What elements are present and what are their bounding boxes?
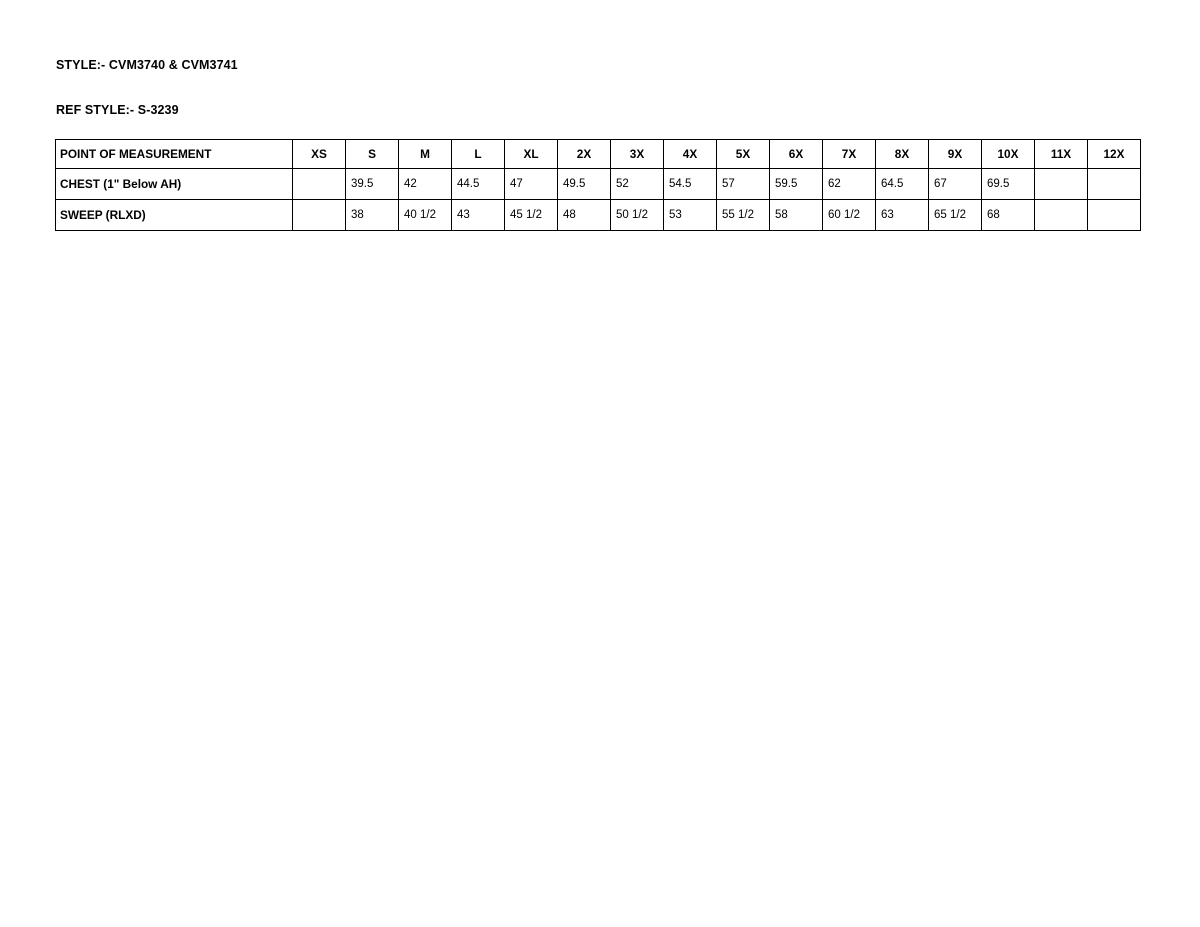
cell-sweep-s: 38 — [346, 200, 399, 231]
column-header-9x: 9X — [929, 140, 982, 169]
table-body — [56, 169, 1141, 231]
column-header-xl: XL — [505, 140, 558, 169]
cell-chest-11x — [1035, 169, 1088, 200]
column-header-m: M — [399, 140, 452, 169]
cell-sweep-5x: 55 1/2 — [717, 200, 770, 231]
column-header-11x: 11X — [1035, 140, 1088, 169]
table-row — [56, 200, 1141, 231]
size-chart-table — [55, 139, 1141, 231]
table-row — [56, 169, 1141, 200]
column-header-point-of-measurement: POINT OF MEASUREMENT — [56, 140, 293, 169]
cell-chest-9x: 67 — [929, 169, 982, 200]
style-line: STYLE:- CVM3740 & CVM3741 — [56, 58, 238, 72]
column-header-s: S — [346, 140, 399, 169]
column-header-4x: 4X — [664, 140, 717, 169]
cell-chest-s: 39.5 — [346, 169, 399, 200]
cell-sweep-12x — [1088, 200, 1141, 231]
cell-sweep-xs — [293, 200, 346, 231]
cell-sweep-10x: 68 — [982, 200, 1035, 231]
cell-chest-10x: 69.5 — [982, 169, 1035, 200]
column-header-10x: 10X — [982, 140, 1035, 169]
column-header-2x: 2X — [558, 140, 611, 169]
column-header-12x: 12X — [1088, 140, 1141, 169]
row-label-chest: CHEST (1" Below AH) — [56, 169, 293, 200]
cell-chest-5x: 57 — [717, 169, 770, 200]
cell-sweep-11x — [1035, 200, 1088, 231]
column-header-l: L — [452, 140, 505, 169]
column-header-7x: 7X — [823, 140, 876, 169]
table-header-row — [56, 140, 1141, 169]
cell-chest-3x: 52 — [611, 169, 664, 200]
size-chart-table-wrapper — [55, 139, 1141, 231]
table-header — [56, 140, 1141, 169]
cell-chest-2x: 49.5 — [558, 169, 611, 200]
cell-sweep-6x: 58 — [770, 200, 823, 231]
cell-sweep-3x: 50 1/2 — [611, 200, 664, 231]
cell-chest-12x — [1088, 169, 1141, 200]
column-header-xs: XS — [293, 140, 346, 169]
cell-chest-6x: 59.5 — [770, 169, 823, 200]
cell-chest-m: 42 — [399, 169, 452, 200]
column-header-8x: 8X — [876, 140, 929, 169]
cell-sweep-7x: 60 1/2 — [823, 200, 876, 231]
cell-sweep-xl: 45 1/2 — [505, 200, 558, 231]
cell-chest-xs — [293, 169, 346, 200]
cell-sweep-9x: 65 1/2 — [929, 200, 982, 231]
ref-style-line: REF STYLE:- S-3239 — [56, 103, 179, 117]
column-header-6x: 6X — [770, 140, 823, 169]
cell-sweep-m: 40 1/2 — [399, 200, 452, 231]
row-label-sweep: SWEEP (RLXD) — [56, 200, 293, 231]
cell-chest-7x: 62 — [823, 169, 876, 200]
cell-chest-l: 44.5 — [452, 169, 505, 200]
cell-chest-xl: 47 — [505, 169, 558, 200]
column-header-3x: 3X — [611, 140, 664, 169]
cell-sweep-2x: 48 — [558, 200, 611, 231]
cell-chest-8x: 64.5 — [876, 169, 929, 200]
cell-chest-4x: 54.5 — [664, 169, 717, 200]
cell-sweep-8x: 63 — [876, 200, 929, 231]
cell-sweep-l: 43 — [452, 200, 505, 231]
column-header-5x: 5X — [717, 140, 770, 169]
cell-sweep-4x: 53 — [664, 200, 717, 231]
